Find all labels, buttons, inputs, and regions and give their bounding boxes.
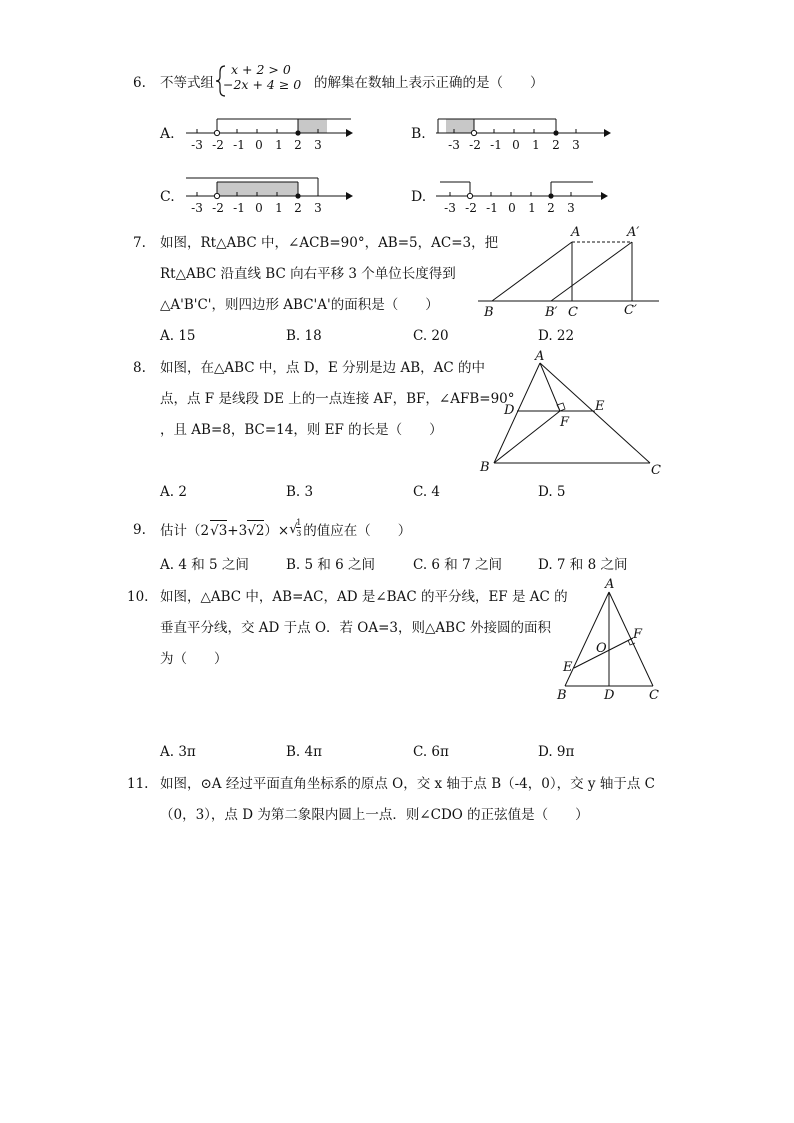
q7-label-a: A <box>571 225 581 240</box>
q6b-tick-0: 0 <box>512 138 520 152</box>
q8-text-line2: 点，点 F 是线段 DE 上的一点连接 AF，BF，∠AFB=90° <box>160 391 515 407</box>
q10-label-f: F <box>633 627 643 642</box>
q6c-tick-0: 0 <box>255 201 263 215</box>
q6-option-b-number-line <box>436 115 616 155</box>
q8-label-f: F <box>560 415 570 430</box>
q8-option-c[interactable]: C. 4 <box>413 484 441 500</box>
q6b-tick-m1: -1 <box>490 138 502 152</box>
q7-label-c: C <box>568 305 578 320</box>
q6c-tick-m2: -2 <box>212 201 224 215</box>
q11-text-line2: （0，3），点 D 为第二象限内圆上一点．则∠CDO 的正弦值是（ ） <box>160 807 589 823</box>
q9-number: 9. <box>133 522 146 538</box>
q10-text-line2: 垂直平分线，交 AD 于点 O．若 OA=3，则△ABC 外接圆的面积 <box>160 620 551 636</box>
q6-suffix: 的解集在数轴上表示正确的是（ ） <box>314 75 544 91</box>
q9-radicand-2: 2 <box>255 523 265 539</box>
q6-option-d-letter[interactable]: D. <box>411 189 427 205</box>
q8-text-line3: ，且 AB=8，BC=14，则 EF 的长是（ ） <box>160 422 443 438</box>
q6-option-a-letter[interactable]: A. <box>160 126 175 142</box>
q9-option-b[interactable]: B. 5 和 6 之间 <box>286 557 376 573</box>
q7-option-b[interactable]: B. 18 <box>286 328 322 344</box>
q10-label-b: B <box>557 688 567 703</box>
q6a-tick-3: 3 <box>314 138 322 152</box>
q6c-tick-3: 3 <box>314 201 322 215</box>
q10-label-e: E <box>563 660 573 675</box>
q8-option-d[interactable]: D. 5 <box>538 484 566 500</box>
q6-option-c-number-line <box>186 178 356 218</box>
q9-option-a[interactable]: A. 4 和 5 之间 <box>160 557 249 573</box>
q6d-tick-0: 0 <box>508 201 516 215</box>
q6a-tick-2: 2 <box>294 138 302 152</box>
q9-frac-numerator: 1 <box>296 517 302 527</box>
q6d-tick-3: 3 <box>567 201 575 215</box>
q7-text-line1: 如图，Rt△ABC 中，∠ACB=90°，AB=5，AC=3，把 <box>160 235 499 251</box>
q8-label-c: C <box>651 463 661 478</box>
q9-mid: ）× <box>264 523 290 539</box>
q6a-tick-m2: -2 <box>212 138 224 152</box>
q6a-tick-m3: -3 <box>191 138 203 152</box>
q8-number: 8. <box>133 360 146 376</box>
q6-number: 6. <box>133 75 146 91</box>
q6-system-line2: −2x + 4 ≥ 0 <box>223 77 302 92</box>
q8-text-line1: 如图，在△ABC 中，点 D，E 分别是边 AB，AC 的中 <box>160 360 486 376</box>
q6b-tick-1: 1 <box>532 138 540 152</box>
q7-label-a2: A′ <box>627 225 640 240</box>
q10-label-a: A <box>605 577 615 592</box>
q7-label-b: B <box>484 305 494 320</box>
q11-text-line1: 如图，⊙A 经过平面直角坐标系的原点 O，交 x 轴于点 B（-4，0），交 y 轴于点 C <box>160 776 655 792</box>
q9-sqrt-fraction: √ 1 3 <box>289 517 302 538</box>
q6d-tick-m1: -1 <box>486 201 498 215</box>
q6d-tick-1: 1 <box>528 201 536 215</box>
q8-option-b[interactable]: B. 3 <box>286 484 314 500</box>
q6d-tick-2: 2 <box>547 201 555 215</box>
q11-number: 11. <box>127 776 149 792</box>
q6-system-line1: x + 2 > 0 <box>231 62 291 77</box>
q6a-tick-1: 1 <box>275 138 283 152</box>
q6c-tick-m3: -3 <box>191 201 203 215</box>
q7-text-line2: Rt△ABC 沿直线 BC 向右平移 3 个单位长度得到 <box>160 266 456 282</box>
q8-option-a[interactable]: A. 2 <box>160 484 187 500</box>
q10-option-b[interactable]: B. 4π <box>286 744 322 760</box>
q6-prefix: 不等式组 <box>160 75 214 91</box>
q7-label-c2: C′ <box>624 303 637 318</box>
q10-label-o: O <box>596 641 607 656</box>
q10-label-d: D <box>604 688 615 703</box>
q6d-tick-m2: -2 <box>465 201 477 215</box>
q9-prefix: 估计（2 <box>160 523 210 539</box>
q7-label-b2: B′ <box>545 305 558 320</box>
q9-suffix: 的值应在（ ） <box>303 523 412 539</box>
q9-radicand-3: 3 <box>218 523 228 539</box>
q10-text-line3: 为（ ） <box>160 651 228 667</box>
q6b-tick-m3: -3 <box>448 138 460 152</box>
q10-figure <box>556 576 676 706</box>
q6b-tick-3: 3 <box>572 138 580 152</box>
q7-option-a[interactable]: A. 15 <box>160 328 196 344</box>
q7-figure <box>478 222 668 322</box>
q6a-tick-m1: -1 <box>233 138 245 152</box>
q9-option-d[interactable]: D. 7 和 8 之间 <box>538 557 628 573</box>
q9-expression <box>160 517 412 542</box>
q6-option-c-letter[interactable]: C. <box>160 189 175 205</box>
q9-sqrt2: √2 <box>247 520 264 541</box>
q7-text-line3: △A'B'C'，则四边形 ABC'A'的面积是（ ） <box>160 297 439 313</box>
q6b-tick-2: 2 <box>552 138 560 152</box>
q6c-tick-m1: -1 <box>233 201 245 215</box>
q9-sqrt3: √3 <box>210 520 227 541</box>
q6-option-b-letter[interactable]: B. <box>411 126 426 142</box>
q8-label-b: B <box>480 460 490 475</box>
q8-figure <box>478 348 668 478</box>
q6-option-d-number-line <box>436 178 616 218</box>
q6b-tick-m2: -2 <box>469 138 481 152</box>
q7-option-c[interactable]: C. 20 <box>413 328 449 344</box>
q9-option-c[interactable]: C. 6 和 7 之间 <box>413 557 502 573</box>
q10-number: 10. <box>127 589 149 605</box>
q6c-tick-2: 2 <box>294 201 302 215</box>
q9-frac-denominator: 3 <box>296 528 302 538</box>
q10-option-a[interactable]: A. 3π <box>160 744 196 760</box>
q8-label-e: E <box>595 399 605 414</box>
q9-plus: +3 <box>227 523 248 539</box>
q10-option-c[interactable]: C. 6π <box>413 744 449 760</box>
q6c-tick-1: 1 <box>275 201 283 215</box>
q10-option-d[interactable]: D. 9π <box>538 744 575 760</box>
q7-number: 7. <box>133 235 146 251</box>
q6d-tick-m3: -3 <box>444 201 456 215</box>
q6-option-a-number-line <box>186 115 356 155</box>
q8-label-a: A <box>535 349 545 364</box>
q7-option-d[interactable]: D. 22 <box>538 328 575 344</box>
q10-text-line1: 如图，△ABC 中，AB=AC，AD 是∠BAC 的平分线，EF 是 AC 的 <box>160 589 568 605</box>
q6a-tick-0: 0 <box>255 138 263 152</box>
q10-label-c: C <box>649 688 659 703</box>
q8-label-d: D <box>504 403 515 418</box>
